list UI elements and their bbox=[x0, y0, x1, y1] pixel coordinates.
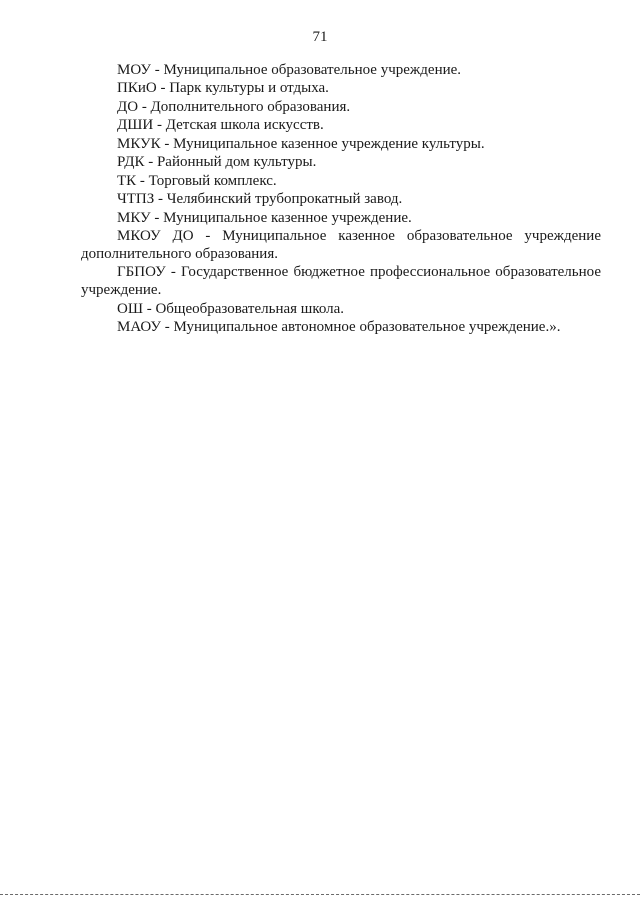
list-item: ДО - Дополнительного образования. bbox=[117, 98, 351, 115]
list-item: РДК - Районный дом культуры. bbox=[117, 154, 317, 171]
bottom-scan-line bbox=[0, 894, 640, 895]
list-item: МОУ - Муниципальное образовательное учреждение. bbox=[117, 62, 462, 78]
list-item: ТК - Торговый комплекс. bbox=[117, 172, 277, 189]
list-item: ПКиО - Парк культуры и отдыха. bbox=[117, 80, 329, 97]
list-item: МКУК - Муниципальное казенное учреждение культуры. bbox=[117, 135, 485, 152]
list-item: МКУ - Муниципальное казенное учреждение. bbox=[117, 209, 412, 226]
list-item: МАОУ - Муниципальное автономное образовательное учреждение.». bbox=[117, 319, 561, 335]
list-item: ДШИ - Детская школа искусств. bbox=[117, 117, 324, 134]
list-item: ОШ - Общеобразовательная школа. bbox=[117, 300, 345, 317]
list-item: ЧТПЗ - Челябинский трубопрокатный завод. bbox=[117, 191, 403, 208]
abbreviation-list bbox=[81, 62, 601, 337]
list-item: ГБПОУ - Государственное бюджетное профессиональное образовательное учреждение. bbox=[81, 264, 601, 299]
page-number: 71 bbox=[312, 29, 328, 45]
list-item: МКОУ ДО - Муниципальное казенное образовательное учреждение дополнительного образования. bbox=[81, 228, 601, 262]
